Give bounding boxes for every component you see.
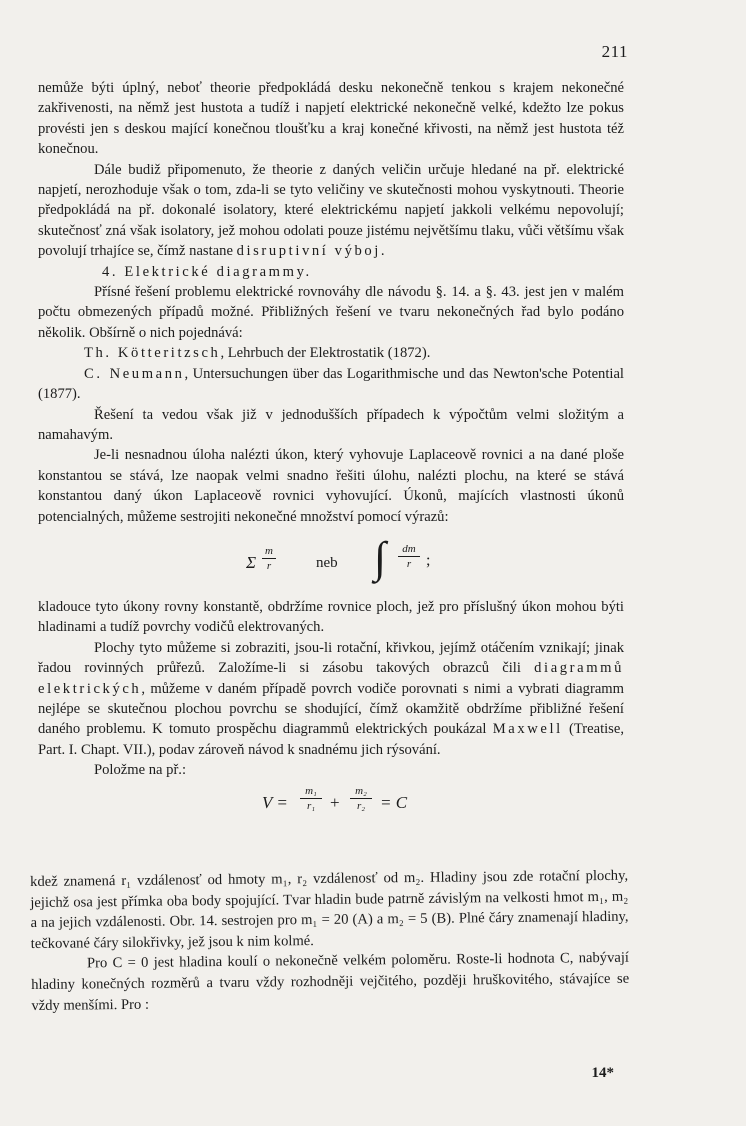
fraction-bar <box>262 558 276 559</box>
paragraph-6: kladouce tyto úkony rovny konstantě, obdržíme rovnice ploch, jež pro příslušný úkon mohou býti hladinami a tudíž povrchy vodičů elektrovaných. <box>38 598 624 636</box>
fraction-bar <box>398 556 420 557</box>
formula-rhs: = C <box>380 792 408 812</box>
signature-mark: 14* <box>591 1065 614 1081</box>
section-heading-text: 4. Elektrické diagrammy. <box>102 263 312 280</box>
fraction-denominator: r <box>406 557 412 570</box>
reference-2-title: , Untersuchungen über das Logarithmische und das Newton'sche Potential (1877). <box>38 365 624 403</box>
paragraph-7-text-a: Plochy tyto můžeme si zobraziti, jsou-li rotační, křivkou, jejímž otáčením vznikají; jinak řadou rovinných průřezů. Založíme-li si zásobu takových obrazců čili <box>38 639 624 677</box>
main-text-block <box>38 78 624 831</box>
reference-1 <box>38 343 624 363</box>
plus-sign: + <box>330 792 340 812</box>
integral-symbol: ∫ <box>374 532 387 582</box>
fraction-bar <box>350 798 372 799</box>
paragraph-8: Položme na př.: <box>94 762 187 779</box>
fraction-denominator: r₂ <box>356 799 366 812</box>
sigma-symbol: Σ <box>246 552 257 572</box>
fraction-numerator: m₂ <box>355 784 367 797</box>
section-heading <box>38 262 624 282</box>
paragraph-7 <box>38 638 624 760</box>
paragraph-7-text-c: (Treatise, Part. I. Chapt. VII.), podav zároveň návod k snadnému jich rýsování. <box>38 721 624 758</box>
fraction-m1-over-r1 <box>300 785 322 812</box>
formula-potential <box>38 783 624 827</box>
reference-1-author: Th. Kötteritzsch <box>84 345 221 362</box>
paragraph-10: Pro C = 0 jest hladina koulí o nekonečně velkém poloměru. Roste-li hodnota C, nabývají hladiny konečných rozměrů a tvaru vždy rozhodněji vejčitého, později hruškovitého, stávajíce se vždy menšími. Pro : <box>31 950 630 1014</box>
paragraph-1: nemůže býti úplný, neboť theorie předpokládá desku nekonečně tenkou s krajem nekonečné zakřivenosti, na němž jest hustota a tudíž i napjetí elektrické nekonečně velké, kdežto lze pokus provésti jen s deskou mající konečnou tloušťku a kraj konečné křivosti, na němž jest hustota též konečnou. <box>38 80 624 158</box>
disruptive-discharge-term: disruptivní výboj <box>236 243 381 260</box>
reference-2-author: C. Neumann <box>84 365 185 382</box>
paragraph-9: kdež znamená r₁ vzdálenosť od hmoty m₁, r₂ vzdálenosť od m₂. Hladiny jsou zde rotační plochy, jejichž osa jest přímka oba body spojující. Tvar hladin bude patrně závislým na velkosti hmot m₁, m₂ a na jejich vzdálenosti. Obr. 14. sestrojen pro m₁ = 20 (A) a m₂ = 5 (B). Plné čáry znamenají hladiny, tečkované čáry silokřivky, jež jsou k nim kolmé. <box>30 867 629 952</box>
formula-lhs: V = <box>262 792 288 812</box>
paragraph-3: Přísné řešení problemu elektrické rovnováhy dle návodu §. 14. a §. 43. jest jen v malém počtu obmezených případů možné. Přibližných řešení ve tvaru nekonečných řad bylo podáno několik. Obšírně o nich pojednává: <box>38 284 624 341</box>
fraction-denominator: r₁ <box>306 799 316 812</box>
page-number: 211 <box>601 42 628 61</box>
reference-1-title: , Lehrbuch der Elektrostatik (1872). <box>220 345 431 362</box>
paragraph-7-text-b: , můžeme v daném případě povrch vodiče porovnati s nimi a vybrati diagramm nejlépe se skutečnou plochou povrchu se shodující, čímž okamžitě obdržíme přibližné řešení daného problemu. K tomuto prospěchu diagrammů elektrických poukázal <box>38 680 624 738</box>
reference-2 <box>38 364 624 405</box>
paragraph-2 <box>38 160 624 262</box>
electric-diagrams-term: diagrammů elektrických <box>38 660 625 697</box>
fraction-denominator: r <box>266 559 272 572</box>
fraction-bar <box>300 798 322 799</box>
paragraph-5: Je-li nesnadnou úloha nalézti úkon, který vyhovuje Laplaceově rovnici a na dané ploše konstantou se stává, lze naopak velmi snadno řešiti úlohu, nalézti plochu, na které se stává konstantou daný úkon Laplaceově rovnici vyhovující. Úkonů, majících vlastnosti úkonů potencialných, můžeme sestrojiti nekonečné množství pomocí výrazů: <box>38 447 624 525</box>
paragraph-2-text: Dále budiž připomenuto, že theorie z daných veličin určuje hledané na př. elektrické napjetí, nerozhoduje však o tom, zda-li se tyto veličiny ve skutečnosti mohou vyskytnouti. Theorie předpokládá na př. dokonalé isolatory, které elektrickému napjetí jakkoli velkému nepovolují; skutečnosť zná však isolatory, jež mohou odolati pouze jistému největšímu tlaku, vůči většímu však povolují trhajíce se, čímž nastane <box>38 161 624 260</box>
formula-sum-integral <box>38 532 624 593</box>
lower-text-block <box>30 866 629 1016</box>
fraction-numerator: m <box>265 544 273 557</box>
fraction-numerator: m₁ <box>305 784 317 797</box>
formula-conjunction: neb <box>316 554 338 571</box>
paragraph-2-end: . <box>380 243 385 260</box>
fraction-m2-over-r2 <box>350 785 372 812</box>
formula-semicolon: ; <box>426 551 431 569</box>
fraction-dm-over-r <box>398 543 420 570</box>
maxwell-name: Maxwell <box>492 721 563 738</box>
paragraph-4: Řešení ta vedou však již v jednodušších případech k výpočtům velmi složitým a namahavým. <box>38 406 624 443</box>
fraction-m-over-r <box>262 545 276 572</box>
fraction-numerator: dm <box>402 542 416 555</box>
